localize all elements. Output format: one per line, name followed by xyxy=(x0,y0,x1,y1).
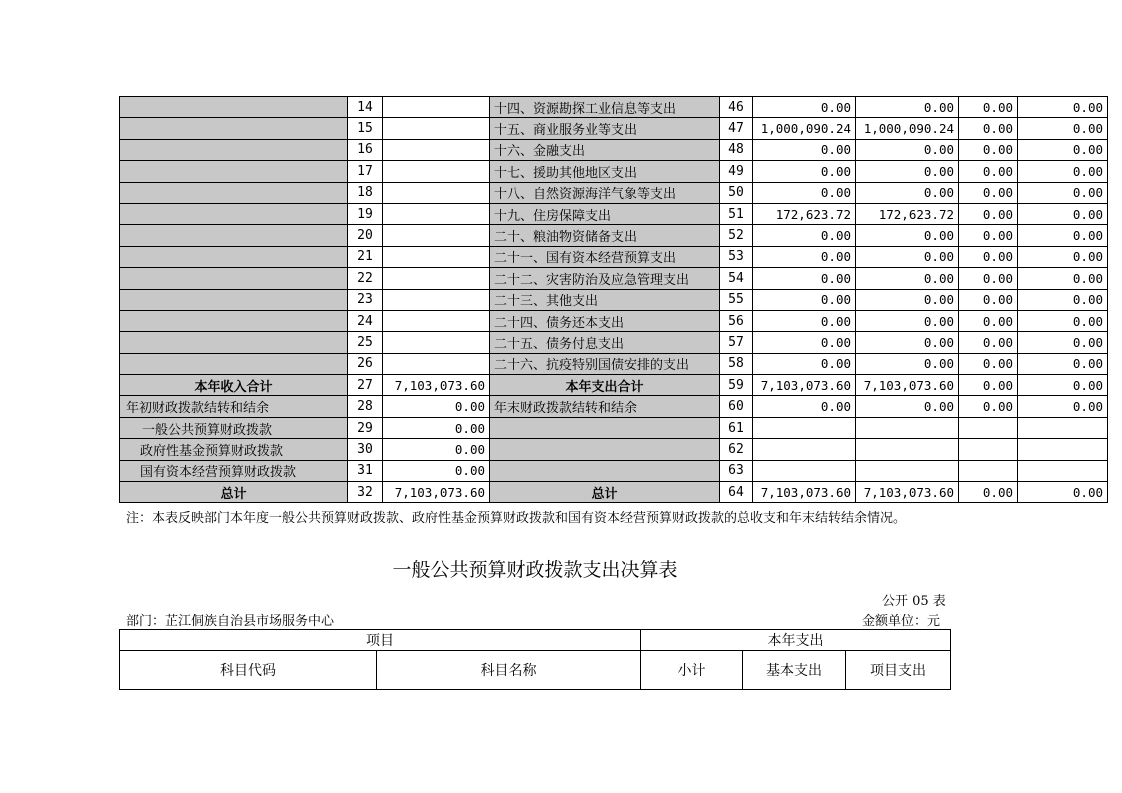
table-row xyxy=(120,225,1108,246)
right-label-cell: 十五、商业服务业等支出 xyxy=(490,118,720,139)
right-line-cell: 59 xyxy=(720,375,753,396)
other-cell: 0.00 xyxy=(1018,225,1108,246)
left-line-cell: 18 xyxy=(348,182,383,203)
project-cell: 0.00 xyxy=(959,118,1018,139)
left-label-cell xyxy=(120,310,348,331)
left-label-cell xyxy=(120,332,348,353)
other-cell xyxy=(1018,417,1108,438)
right-line-cell: 53 xyxy=(720,246,753,267)
left-amount-cell xyxy=(383,161,490,182)
basic-cell: 0.00 xyxy=(856,139,959,160)
unit-label: 金额单位：元 xyxy=(862,614,941,629)
table-row xyxy=(120,161,1108,182)
table-row xyxy=(120,246,1108,267)
table-row xyxy=(120,268,1108,289)
project-cell: 0.00 xyxy=(959,310,1018,331)
project-cell: 0.00 xyxy=(959,482,1018,503)
basic-cell: 0.00 xyxy=(856,289,959,310)
right-label-cell xyxy=(490,417,720,438)
right-line-cell: 63 xyxy=(720,460,753,481)
basic-cell: 0.00 xyxy=(856,225,959,246)
right-line-cell: 54 xyxy=(720,268,753,289)
basic-cell: 0.00 xyxy=(856,353,959,374)
left-line-cell: 26 xyxy=(348,353,383,374)
project-cell: 0.00 xyxy=(959,375,1018,396)
total-cell: 0.00 xyxy=(753,332,856,353)
left-label-cell: 国有资本经营预算财政拨款 xyxy=(120,460,348,481)
right-line-cell: 55 xyxy=(720,289,753,310)
table-row xyxy=(120,182,1108,203)
left-label-cell xyxy=(120,118,348,139)
total-cell: 172,623.72 xyxy=(753,203,856,224)
other-cell: 0.00 xyxy=(1018,182,1108,203)
table-row xyxy=(120,97,1108,118)
left-line-cell: 17 xyxy=(348,161,383,182)
total-cell: 0.00 xyxy=(753,161,856,182)
right-line-cell: 58 xyxy=(720,353,753,374)
left-line-cell: 14 xyxy=(348,97,383,118)
project-cell: 0.00 xyxy=(959,289,1018,310)
left-line-cell: 20 xyxy=(348,225,383,246)
left-label-cell xyxy=(120,246,348,267)
right-label-cell: 十四、资源勘探工业信息等支出 xyxy=(490,97,720,118)
left-label-cell: 总计 xyxy=(120,482,348,503)
table-row xyxy=(120,439,1108,460)
right-line-cell: 60 xyxy=(720,396,753,417)
other-cell: 0.00 xyxy=(1018,268,1108,289)
basic-cell xyxy=(856,460,959,481)
col-code: 科目代码 xyxy=(120,651,377,690)
project-cell xyxy=(959,439,1018,460)
left-amount-cell: 0.00 xyxy=(383,396,490,417)
right-label-cell: 二十五、债务付息支出 xyxy=(490,332,720,353)
right-line-cell: 50 xyxy=(720,182,753,203)
right-label-cell xyxy=(490,439,720,460)
total-cell: 7,103,073.60 xyxy=(753,482,856,503)
right-line-cell: 56 xyxy=(720,310,753,331)
table-row xyxy=(120,460,1108,481)
left-amount-cell: 0.00 xyxy=(383,417,490,438)
left-label-cell xyxy=(120,353,348,374)
left-label-cell xyxy=(120,289,348,310)
right-line-cell: 48 xyxy=(720,139,753,160)
right-line-cell: 49 xyxy=(720,161,753,182)
project-cell: 0.00 xyxy=(959,139,1018,160)
total-cell: 0.00 xyxy=(753,310,856,331)
right-label-cell: 十八、自然资源海洋气象等支出 xyxy=(490,182,720,203)
project-cell: 0.00 xyxy=(959,268,1018,289)
left-line-cell: 25 xyxy=(348,332,383,353)
right-label-cell: 二十二、灾害防治及应急管理支出 xyxy=(490,268,720,289)
table-row xyxy=(120,417,1108,438)
col-subtotal: 小计 xyxy=(641,651,743,690)
left-label-cell xyxy=(120,268,348,289)
other-cell: 0.00 xyxy=(1018,118,1108,139)
total-cell xyxy=(753,460,856,481)
left-label-cell: 政府性基金预算财政拨款 xyxy=(120,439,348,460)
total-cell xyxy=(753,439,856,460)
left-label-cell xyxy=(120,203,348,224)
other-cell: 0.00 xyxy=(1018,97,1108,118)
table-row xyxy=(120,203,1108,224)
basic-cell: 7,103,073.60 xyxy=(856,375,959,396)
right-line-cell: 46 xyxy=(720,97,753,118)
left-amount-cell xyxy=(383,182,490,203)
basic-cell: 0.00 xyxy=(856,97,959,118)
project-cell: 0.00 xyxy=(959,182,1018,203)
right-label-cell: 总计 xyxy=(490,482,720,503)
form-number: 公开 05 表 xyxy=(882,594,946,609)
col-name: 科目名称 xyxy=(377,651,641,690)
project-cell xyxy=(959,460,1018,481)
project-cell: 0.00 xyxy=(959,396,1018,417)
table-row xyxy=(120,353,1108,374)
total-cell: 0.00 xyxy=(753,289,856,310)
project-cell: 0.00 xyxy=(959,203,1018,224)
other-cell: 0.00 xyxy=(1018,203,1108,224)
col-project: 项目支出 xyxy=(846,651,951,690)
project-cell: 0.00 xyxy=(959,225,1018,246)
basic-cell xyxy=(856,439,959,460)
other-cell: 0.00 xyxy=(1018,353,1108,374)
left-amount-cell xyxy=(383,332,490,353)
left-line-cell: 22 xyxy=(348,268,383,289)
total-cell: 0.00 xyxy=(753,225,856,246)
right-label-cell: 二十一、国有资本经营预算支出 xyxy=(490,246,720,267)
left-line-cell: 30 xyxy=(348,439,383,460)
project-cell: 0.00 xyxy=(959,353,1018,374)
other-cell: 0.00 xyxy=(1018,375,1108,396)
other-cell xyxy=(1018,439,1108,460)
project-cell: 0.00 xyxy=(959,246,1018,267)
total-cell: 0.00 xyxy=(753,182,856,203)
department-label: 部门：芷江侗族自治县市场服务中心 xyxy=(126,614,335,629)
left-line-cell: 28 xyxy=(348,396,383,417)
header-project: 项目 xyxy=(120,630,641,651)
left-line-cell: 15 xyxy=(348,118,383,139)
other-cell: 0.00 xyxy=(1018,396,1108,417)
right-label-cell: 二十三、其他支出 xyxy=(490,289,720,310)
left-line-cell: 27 xyxy=(348,375,383,396)
right-line-cell: 62 xyxy=(720,439,753,460)
left-line-cell: 32 xyxy=(348,482,383,503)
other-cell: 0.00 xyxy=(1018,332,1108,353)
left-label-cell xyxy=(120,139,348,160)
left-amount-cell: 0.00 xyxy=(383,460,490,481)
table-row xyxy=(120,118,1108,139)
left-line-cell: 24 xyxy=(348,310,383,331)
col-basic: 基本支出 xyxy=(743,651,846,690)
right-label-cell: 本年支出合计 xyxy=(490,375,720,396)
right-label-cell: 二十四、债务还本支出 xyxy=(490,310,720,331)
other-cell: 0.00 xyxy=(1018,161,1108,182)
right-line-cell: 57 xyxy=(720,332,753,353)
project-cell: 0.00 xyxy=(959,332,1018,353)
left-amount-cell xyxy=(383,268,490,289)
other-cell xyxy=(1018,460,1108,481)
left-line-cell: 23 xyxy=(348,289,383,310)
table-row xyxy=(120,332,1108,353)
left-line-cell: 19 xyxy=(348,203,383,224)
left-line-cell: 21 xyxy=(348,246,383,267)
left-line-cell: 16 xyxy=(348,139,383,160)
basic-cell: 0.00 xyxy=(856,161,959,182)
page-title: 一般公共预算财政拨款支出决算表 xyxy=(392,559,678,581)
basic-cell: 0.00 xyxy=(856,268,959,289)
left-label-cell xyxy=(120,161,348,182)
total-cell: 7,103,073.60 xyxy=(753,375,856,396)
income-expenditure-table xyxy=(119,96,1108,503)
basic-cell: 1,000,090.24 xyxy=(856,118,959,139)
left-label-cell xyxy=(120,225,348,246)
left-amount-cell xyxy=(383,310,490,331)
other-cell: 0.00 xyxy=(1018,482,1108,503)
project-cell: 0.00 xyxy=(959,161,1018,182)
table-row xyxy=(120,482,1108,503)
right-label-cell: 十七、援助其他地区支出 xyxy=(490,161,720,182)
left-label-cell xyxy=(120,97,348,118)
total-cell: 0.00 xyxy=(753,246,856,267)
project-cell: 0.00 xyxy=(959,97,1018,118)
basic-cell: 0.00 xyxy=(856,246,959,267)
expenditure-table xyxy=(119,629,951,690)
header-current-year: 本年支出 xyxy=(641,630,951,651)
other-cell: 0.00 xyxy=(1018,246,1108,267)
basic-cell: 0.00 xyxy=(856,310,959,331)
table-row xyxy=(120,310,1108,331)
right-label-cell: 十九、住房保障支出 xyxy=(490,203,720,224)
basic-cell xyxy=(856,417,959,438)
total-cell: 0.00 xyxy=(753,268,856,289)
right-label-cell: 年末财政拨款结转和结余 xyxy=(490,396,720,417)
left-amount-cell xyxy=(383,203,490,224)
left-label-cell: 年初财政拨款结转和结余 xyxy=(120,396,348,417)
basic-cell: 0.00 xyxy=(856,182,959,203)
total-cell: 1,000,090.24 xyxy=(753,118,856,139)
left-amount-cell xyxy=(383,246,490,267)
total-cell: 0.00 xyxy=(753,396,856,417)
right-line-cell: 61 xyxy=(720,417,753,438)
right-line-cell: 64 xyxy=(720,482,753,503)
table-note: 注：本表反映部门本年度一般公共预算财政拨款、政府性基金预算财政拨款和国有资本经营预算财政拨款的总收支和年末结转结余情况。 xyxy=(126,511,907,526)
project-cell xyxy=(959,417,1018,438)
basic-cell: 0.00 xyxy=(856,396,959,417)
left-amount-cell xyxy=(383,97,490,118)
total-cell xyxy=(753,417,856,438)
right-label-cell: 二十、粮油物资储备支出 xyxy=(490,225,720,246)
table-row xyxy=(120,289,1108,310)
left-amount-cell xyxy=(383,289,490,310)
left-amount-cell xyxy=(383,118,490,139)
right-line-cell: 47 xyxy=(720,118,753,139)
other-cell: 0.00 xyxy=(1018,289,1108,310)
other-cell: 0.00 xyxy=(1018,310,1108,331)
table-body xyxy=(120,97,1108,503)
right-label-cell: 十六、金融支出 xyxy=(490,139,720,160)
left-amount-cell xyxy=(383,353,490,374)
other-cell: 0.00 xyxy=(1018,139,1108,160)
right-label-cell: 二十六、抗疫特别国债安排的支出 xyxy=(490,353,720,374)
total-cell: 0.00 xyxy=(753,97,856,118)
left-amount-cell xyxy=(383,139,490,160)
left-label-cell: 本年收入合计 xyxy=(120,375,348,396)
left-line-cell: 31 xyxy=(348,460,383,481)
left-amount-cell xyxy=(383,225,490,246)
right-line-cell: 52 xyxy=(720,225,753,246)
left-label-cell xyxy=(120,182,348,203)
total-cell: 0.00 xyxy=(753,353,856,374)
table-row xyxy=(120,375,1108,396)
basic-cell: 0.00 xyxy=(856,332,959,353)
left-amount-cell: 0.00 xyxy=(383,439,490,460)
left-line-cell: 29 xyxy=(348,417,383,438)
table-row xyxy=(120,139,1108,160)
basic-cell: 172,623.72 xyxy=(856,203,959,224)
right-label-cell xyxy=(490,460,720,481)
table-row xyxy=(120,396,1108,417)
total-cell: 0.00 xyxy=(753,139,856,160)
right-line-cell: 51 xyxy=(720,203,753,224)
left-amount-cell: 7,103,073.60 xyxy=(383,482,490,503)
left-amount-cell: 7,103,073.60 xyxy=(383,375,490,396)
left-label-cell: 一般公共预算财政拨款 xyxy=(120,417,348,438)
basic-cell: 7,103,073.60 xyxy=(856,482,959,503)
